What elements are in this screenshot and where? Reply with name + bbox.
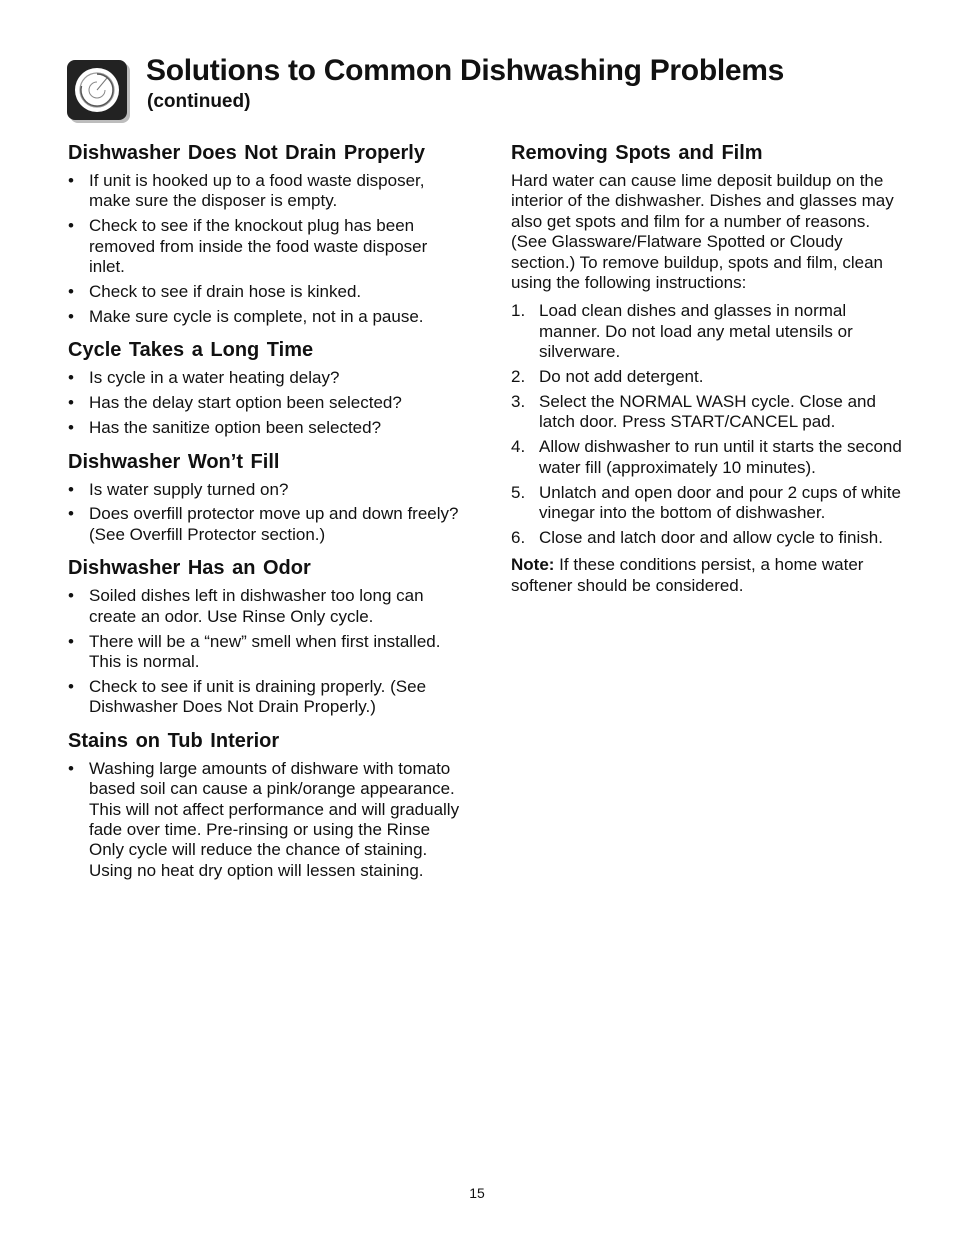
step-text: Do not add detergent. (539, 367, 704, 387)
list-item (511, 483, 903, 524)
left-column (68, 140, 460, 891)
section-heading: Dishwasher Does Not Drain Properly (68, 142, 425, 164)
list-item (511, 301, 903, 362)
right-column (511, 140, 903, 606)
step-text: Load clean dishes and glasses in normal manner. Do not load any metal utensils or silverware. (539, 301, 853, 362)
note-label: Note: (511, 555, 555, 575)
note-text: If these conditions persist, a home water softener should be considered. (511, 555, 864, 595)
list-item: • Check to see if unit is draining properly. (See Dishwasher Does Not Drain Properly.) (68, 677, 460, 718)
section-drain (68, 140, 460, 327)
page-subtitle: (continued) (147, 91, 251, 112)
step-text: Allow dishwasher to run until it starts the second water fill (approximately 10 minutes). (539, 437, 902, 477)
section-stains (68, 728, 460, 881)
bullet-list (68, 759, 460, 881)
section-heading: Removing Spots and Film (511, 142, 763, 164)
bullet-list (68, 368, 460, 438)
list-item: • Check to see if the knockout plug has been removed from inside the food waste disposer inlet. (68, 216, 460, 277)
list-item: • If unit is hooked up to a food waste disposer, make sure the disposer is empty. (68, 171, 460, 212)
list-item: • Does overfill protector move up and down freely? (See Overfill Protector section.) (68, 504, 460, 545)
bullet-list (68, 171, 460, 327)
step-text: Unlatch and open door and pour 2 cups of white vinegar into the bottom of dishwasher. (539, 482, 901, 523)
intro-paragraph: Hard water can cause lime deposit buildup on the interior of the dishwasher. Dishes and glasses may also get spots and film for a number of reasons. (See Glassware/Flatware Spotted or Cloudy section.) To remove buildup, spots and film, clean using the following instructions: (511, 171, 894, 293)
dishwasher-logo-icon (67, 60, 127, 120)
list-item (511, 437, 903, 478)
list-item: • Has the delay start option been selected? (68, 393, 460, 413)
section-spots-film (511, 140, 903, 596)
step-text: Close and latch door and allow cycle to finish. (539, 528, 883, 547)
list-item: • Make sure cycle is complete, not in a pause. (68, 307, 460, 327)
section-heading: Dishwasher Won’t Fill (68, 450, 280, 473)
list-item: • Soiled dishes left in dishwasher too long can create an odor. Use Rinse Only cycle. (68, 586, 460, 627)
list-item (511, 392, 903, 433)
bullet-list (68, 586, 460, 717)
section-heading: Cycle Takes a Long Time (68, 339, 314, 362)
section-odor (68, 555, 460, 717)
list-item (511, 367, 903, 387)
section-long-time (68, 337, 460, 438)
list-item: • Washing large amounts of dishware with tomato based soil can cause a pink/orange appearance. This will not affect performance and will gradually fade over time. Pre-rinsing or using the Rinse Only cycle will reduce the chance of staining. Using no heat dry option will lessen staining. (68, 759, 460, 881)
section-heading: Dishwasher Has an Odor (68, 557, 311, 580)
page-title: Solutions to Common Dishwashing Problems (146, 54, 785, 87)
list-item: • Has the sanitize option been selected? (68, 418, 460, 438)
step-text: Select the NORMAL WASH cycle. Close and latch door. Press START/CANCEL pad. (539, 392, 876, 432)
list-item: • There will be a “new” smell when first installed. This is normal. (68, 632, 460, 673)
section-wont-fill (68, 449, 460, 546)
list-item: • Is water supply turned on? (68, 480, 460, 500)
list-item: • Is cycle in a water heating delay? (68, 368, 460, 388)
page-header (67, 56, 927, 126)
step-number: 5. (511, 482, 526, 502)
step-number: 3. (511, 392, 526, 412)
bullet-list (68, 480, 460, 546)
numbered-list (511, 301, 903, 548)
section-heading: Stains on Tub Interior (68, 729, 280, 752)
page-number: 15 (469, 1185, 485, 1201)
step-number: 6. (511, 528, 526, 547)
note-paragraph (511, 555, 903, 596)
list-item: • Check to see if drain hose is kinked. (68, 282, 460, 302)
step-number: 2. (511, 367, 526, 387)
step-number: 1. (511, 301, 526, 321)
swirl-icon (67, 60, 127, 120)
step-number: 4. (511, 437, 526, 457)
list-item (511, 528, 903, 548)
